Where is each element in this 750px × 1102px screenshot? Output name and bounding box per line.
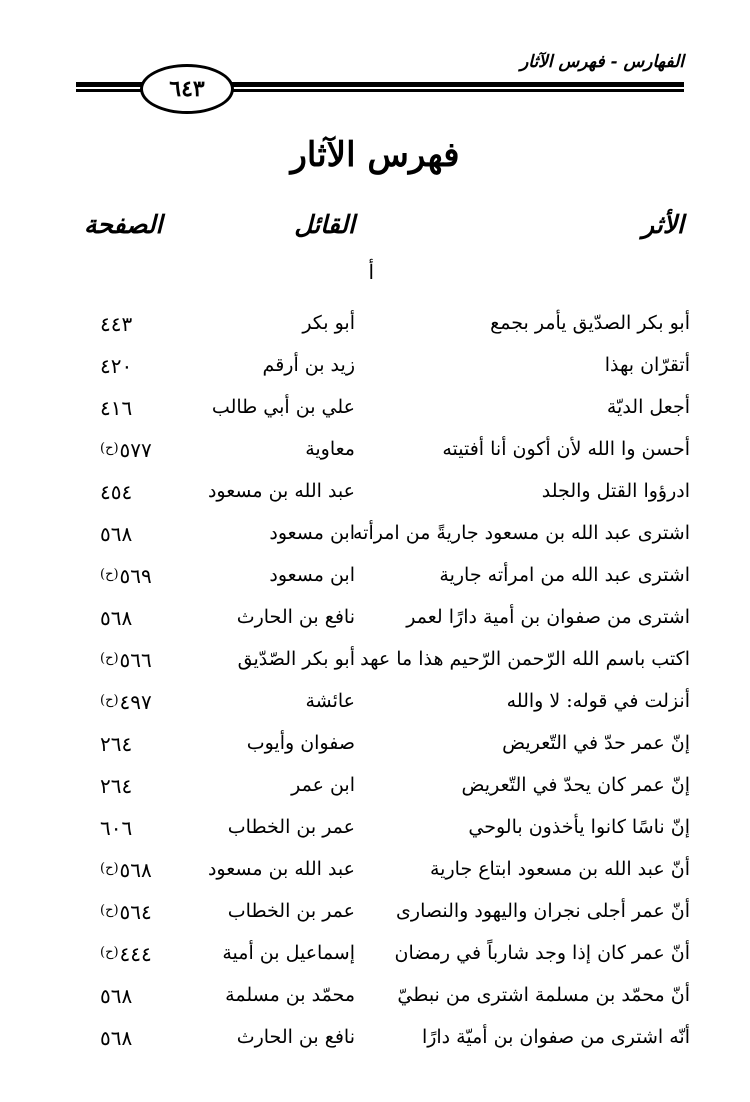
entry-athar: إنّ عمر حدّ في التّعريض bbox=[502, 732, 690, 754]
index-entry bbox=[0, 302, 750, 344]
entry-page bbox=[100, 302, 133, 345]
index-entry bbox=[0, 470, 750, 512]
entry-page bbox=[100, 554, 152, 597]
entry-page-number: ٥٦٨ bbox=[100, 606, 133, 630]
entry-page-number: ٤١٦ bbox=[100, 396, 133, 420]
entry-page bbox=[100, 974, 133, 1017]
entry-athar: أنّ عبد الله بن مسعود ابتاع جارية bbox=[430, 858, 690, 880]
entry-page bbox=[100, 722, 133, 765]
entry-page-number: ٤٤٣ bbox=[100, 312, 133, 336]
entry-page-number: ٥٦٨ bbox=[100, 1026, 133, 1050]
entry-mark: (ح) bbox=[100, 441, 119, 456]
entry-athar: أجعل الديّة bbox=[606, 396, 690, 418]
entry-page-number: ٤٩٧ bbox=[119, 690, 152, 714]
page-title: فهرس الآثار bbox=[290, 135, 460, 175]
index-entry bbox=[0, 428, 750, 470]
entry-page-number: ٥٦٦ bbox=[119, 648, 152, 672]
index-entry bbox=[0, 596, 750, 638]
entry-mark: (ح) bbox=[100, 567, 119, 582]
entry-page bbox=[100, 1016, 133, 1059]
entry-athar: ادرؤوا القتل والجلد bbox=[541, 480, 690, 502]
entry-qail: زيد بن أرقم bbox=[262, 354, 355, 376]
entry-page bbox=[100, 848, 152, 891]
entry-athar: اشترى عبد الله بن مسعود جاريةً من امرأته bbox=[353, 522, 690, 544]
entry-qail: ابن عمر bbox=[291, 774, 355, 796]
entry-page bbox=[100, 512, 133, 555]
entry-page bbox=[100, 470, 133, 513]
column-header-page: الصفحة bbox=[84, 210, 163, 239]
entry-athar: اكتب باسم الله الرّحمن الرّحيم هذا ما عهد bbox=[360, 648, 690, 670]
entry-page bbox=[100, 344, 133, 387]
entry-qail: عمر بن الخطاب bbox=[227, 900, 355, 922]
entry-page-number: ٢٦٤ bbox=[100, 732, 133, 756]
entry-page-number: ٢٦٤ bbox=[100, 774, 133, 798]
entry-athar: اشترى عبد الله من امرأته جارية bbox=[439, 564, 690, 586]
entry-athar: أنّ عمر أجلى نجران واليهود والنصارى bbox=[396, 900, 690, 922]
entry-page bbox=[100, 932, 152, 975]
entry-athar: أنّ محمّد بن مسلمة اشترى من نبطيّ bbox=[397, 984, 690, 1006]
entry-qail: علي بن أبي طالب bbox=[211, 396, 355, 418]
entry-qail: نافع بن الحارث bbox=[236, 606, 355, 628]
entry-page-number: ٥٦٤ bbox=[119, 900, 152, 924]
running-header: الفهارس - فهرس الآثار bbox=[520, 52, 684, 72]
index-entry bbox=[0, 1016, 750, 1058]
index-entry bbox=[0, 932, 750, 974]
index-entry bbox=[0, 554, 750, 596]
index-entry bbox=[0, 764, 750, 806]
entry-page bbox=[100, 806, 133, 849]
column-header-athar: الأثر bbox=[642, 210, 684, 239]
entry-page bbox=[100, 764, 133, 807]
entry-page-number: ٥٦٨ bbox=[100, 984, 133, 1008]
entry-athar: أحسن وا الله لأن أكون أنا أفتيته bbox=[442, 438, 690, 460]
entry-page bbox=[100, 596, 133, 639]
entry-qail: نافع بن الحارث bbox=[236, 1026, 355, 1048]
entry-qail: أبو بكر الصّدّيق bbox=[237, 648, 355, 670]
index-entry bbox=[0, 344, 750, 386]
entry-qail: ابن مسعود bbox=[269, 522, 355, 544]
entry-qail: معاوية bbox=[305, 438, 355, 460]
entry-qail: عمر بن الخطاب bbox=[227, 816, 355, 838]
entry-qail: محمّد بن مسلمة bbox=[225, 984, 355, 1006]
entry-page-number: ٥٦٩ bbox=[119, 564, 152, 588]
entry-qail: إسماعيل بن أمية bbox=[222, 942, 355, 964]
index-entry bbox=[0, 806, 750, 848]
entry-mark: (ح) bbox=[100, 693, 119, 708]
column-header-qail: القائل bbox=[294, 210, 355, 239]
index-entry bbox=[0, 680, 750, 722]
section-letter: أ bbox=[368, 260, 374, 284]
entry-mark: (ح) bbox=[100, 651, 119, 666]
index-entry bbox=[0, 974, 750, 1016]
entry-athar: إنّ ناسًا كانوا يأخذون بالوحي bbox=[468, 816, 690, 838]
entry-page-number: ٥٦٨ bbox=[100, 522, 133, 546]
entry-qail: عبد الله بن مسعود bbox=[207, 858, 355, 880]
entry-qail: عائشة bbox=[305, 690, 355, 712]
entry-qail: أبو بكر bbox=[302, 312, 355, 334]
entry-page bbox=[100, 890, 152, 933]
index-entry bbox=[0, 890, 750, 932]
entry-page-number: ٤٢٠ bbox=[100, 354, 133, 378]
entry-page-number: ٤٥٤ bbox=[100, 480, 133, 504]
entry-mark: (ح) bbox=[100, 903, 119, 918]
entry-athar: إنّ عمر كان يحدّ في التّعريض bbox=[461, 774, 690, 796]
entry-page-number: ٥٧٧ bbox=[119, 438, 152, 462]
entry-page bbox=[100, 680, 152, 723]
entry-athar: أبو بكر الصدّيق يأمر بجمع bbox=[490, 312, 690, 334]
index-entry bbox=[0, 638, 750, 680]
page-number: ٦٤٣ bbox=[169, 76, 205, 102]
entry-page bbox=[100, 386, 133, 429]
entry-page-number: ٤٤٤ bbox=[119, 942, 152, 966]
entry-mark: (ح) bbox=[100, 945, 119, 960]
index-entry bbox=[0, 848, 750, 890]
entry-page-number: ٦٠٦ bbox=[100, 816, 133, 840]
entry-athar: أتقرّان بهذا bbox=[604, 354, 690, 376]
index-entry bbox=[0, 386, 750, 428]
entry-mark: (ح) bbox=[100, 861, 119, 876]
entry-page-number: ٥٦٨ bbox=[119, 858, 152, 882]
entry-athar: اشترى من صفوان بن أمية دارًا لعمر bbox=[406, 606, 690, 628]
entry-page bbox=[100, 638, 152, 681]
entry-qail: عبد الله بن مسعود bbox=[207, 480, 355, 502]
entry-page bbox=[100, 428, 152, 471]
page-number-badge bbox=[140, 64, 234, 114]
index-entry bbox=[0, 512, 750, 554]
entry-athar: أنزلت في قوله: لا والله bbox=[506, 690, 690, 712]
entry-qail: ابن مسعود bbox=[269, 564, 355, 586]
index-entry bbox=[0, 722, 750, 764]
entry-qail: صفوان وأيوب bbox=[246, 732, 355, 754]
entry-athar: أنّ عمر كان إذا وجد شارباً في رمضان bbox=[394, 942, 690, 964]
entry-athar: أنّه اشترى من صفوان بن أميّة دارًا bbox=[421, 1026, 690, 1048]
